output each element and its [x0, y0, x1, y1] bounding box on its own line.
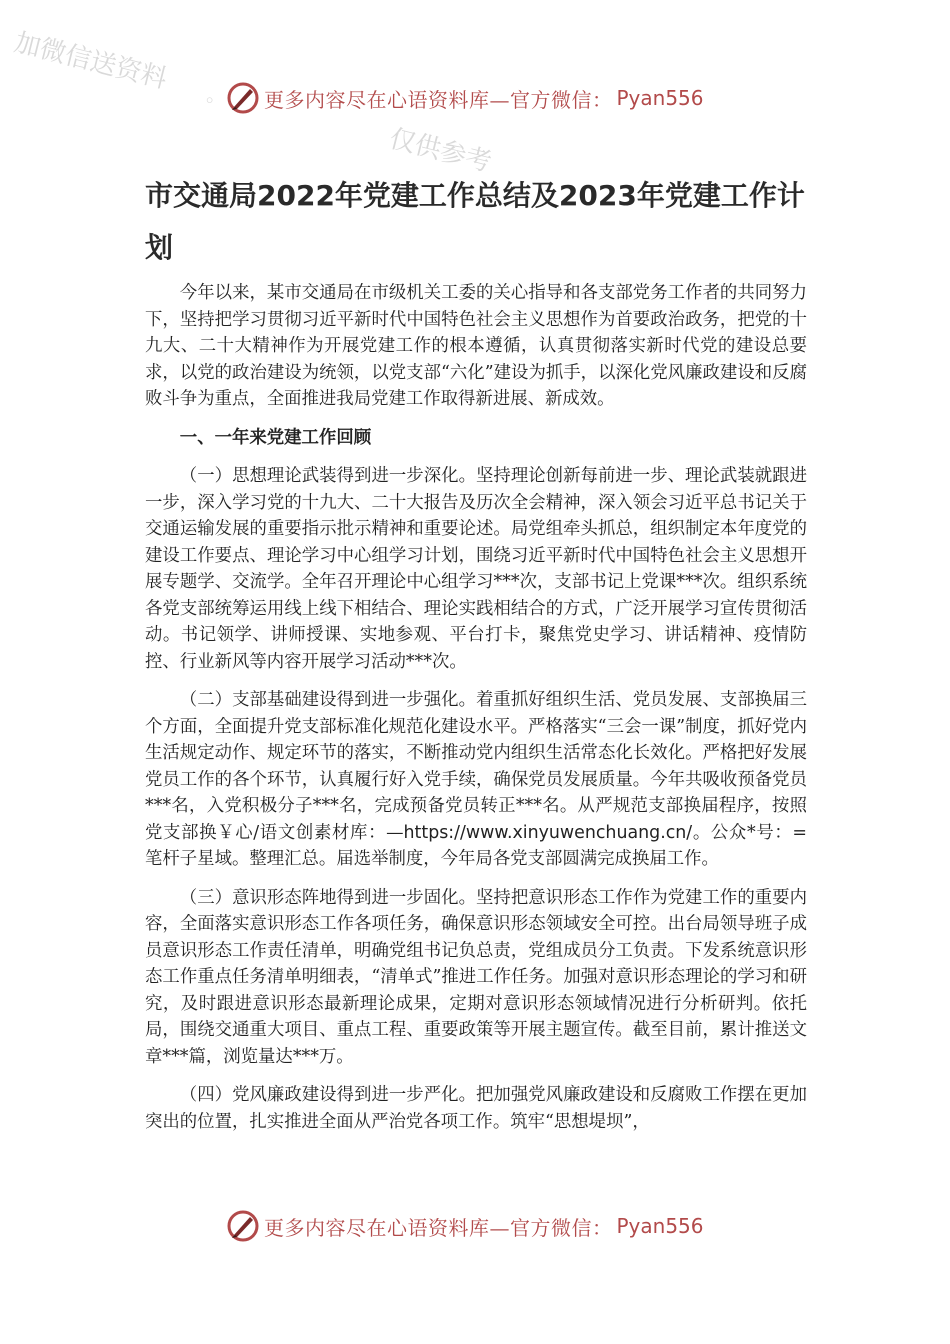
footer-banner [226, 1208, 704, 1244]
paragraph-1: （一）思想理论武装得到进一步深化。坚持理论创新每前进一步、理论武装就跟进一步，深入学习党的十九大、二十大报告及历次全会精神，深入领会习近平总书记关于交通运输发展的重要指示批示精神和重要论述。局党组牵头抓总，组织制定本年度党的建设工作要点、理论学习中心组学习计划，围绕习近平新时代中国特色社会主义思想开展专题学、交流学。全年召开理论中心组学习***次，支部书记上党课***次。组织系统各党支部统筹运用线上线下相结合、理论实践相结合的方式，广泛开展学习宣传贯彻活动。书记领学、讲师授课、实地参观、平台打卡，聚焦党史学习、讲话精神、疫情防控、行业新风等内容开展学习活动***次。 [145, 466, 807, 672]
paragraph-2-part-a: （二）支部基础建设得到进一步强化。着重抓好组织生活、党员发展、支部换届三个方面，全面提升党支部标准化规范化建设水平。严格落实“三会一课”制度，抓好党内生活规定动作、规定环节的落实，不断推动党内组织生活常态化长效化。严格把好发展党员工作的各个环节，认真履行好入党手续，确保党员发展质量。今年共吸收预备党员***名，入党积极分子***名，完成预备党员转正***名。从严规范支部换届程序，按照党支部换￥心/语文创素材库：— [145, 690, 807, 843]
banner-wechat-id: Pyan556 [616, 1214, 704, 1238]
brush-logo-icon [226, 1209, 260, 1243]
banner-wechat-id: Pyan556 [616, 86, 704, 110]
header-banner [226, 80, 704, 116]
brush-logo-icon [226, 81, 260, 115]
intro-paragraph: 今年以来，某市交通局在市级机关工委的关心指导和各支部党务工作者的共同努力下，坚持把学习贯彻习近平新时代中国特色社会主义思想作为首要政治政务，把党的十九大、二十大精神作为开展党建工作的根本遵循，认真贯彻落实新时代党的建设总要求，以党的政治建设为统领，以党支部“六化”建设为抓手，以深化党风廉政建设和反腐败斗争为重点，全面推进我局党建工作取得新进展、新成效。 [145, 283, 807, 409]
paragraph-4: （四）党风廉政建设得到进一步严化。把加强党风廉政建设和反腐败工作摆在更加突出的位置，扎实推进全面从严治党各项工作。筑牢“思想堤坝”， [145, 1085, 807, 1132]
watermark-dot: 。 [206, 82, 226, 106]
source-url: https://www.xinyuwenchuang.cn/ [403, 822, 693, 843]
watermark-top-right: 仅供参考 [386, 123, 495, 179]
paragraph-3: （三）意识形态阵地得到进一步固化。坚持把意识形态工作作为党建工作的重要内容，全面落实意识形态工作各项任务，确保意识形态领域安全可控。出台局领导班子成员意识形态工作责任清单，明确党组书记负总责，党组成员分工负责。下发系统意识形态工作重点任务清单明细表，“清单式”推进工作任务。加强对意识形态理论的学习和研究，及时跟进意识形态最新理论成果，定期对意识形态领域情况进行分析研判。依托局，围绕交通重大项目、重点工程、重要政策等开展主题宣传。截至目前，累计推送文章***篇，浏览量达***万。 [145, 887, 807, 1067]
paragraph-2-part-b: 。公众*号：=笔杆子星域。整理汇总。届选举制度，今年局各党支部圆满完成换届工作。 [145, 822, 807, 869]
document-title: 市交通局2022年党建工作总结及2023年党建工作计划 [145, 179, 805, 264]
document-body [145, 280, 807, 1147]
paragraph-2 [145, 687, 807, 873]
banner-text: 更多内容尽在心语资料库—官方微信： [264, 87, 613, 112]
watermark-top-left: 加微信送资料 [11, 27, 170, 95]
banner-text: 更多内容尽在心语资料库—官方微信： [264, 1215, 613, 1240]
section-heading: 一、一年来党建工作回顾 [179, 427, 372, 448]
